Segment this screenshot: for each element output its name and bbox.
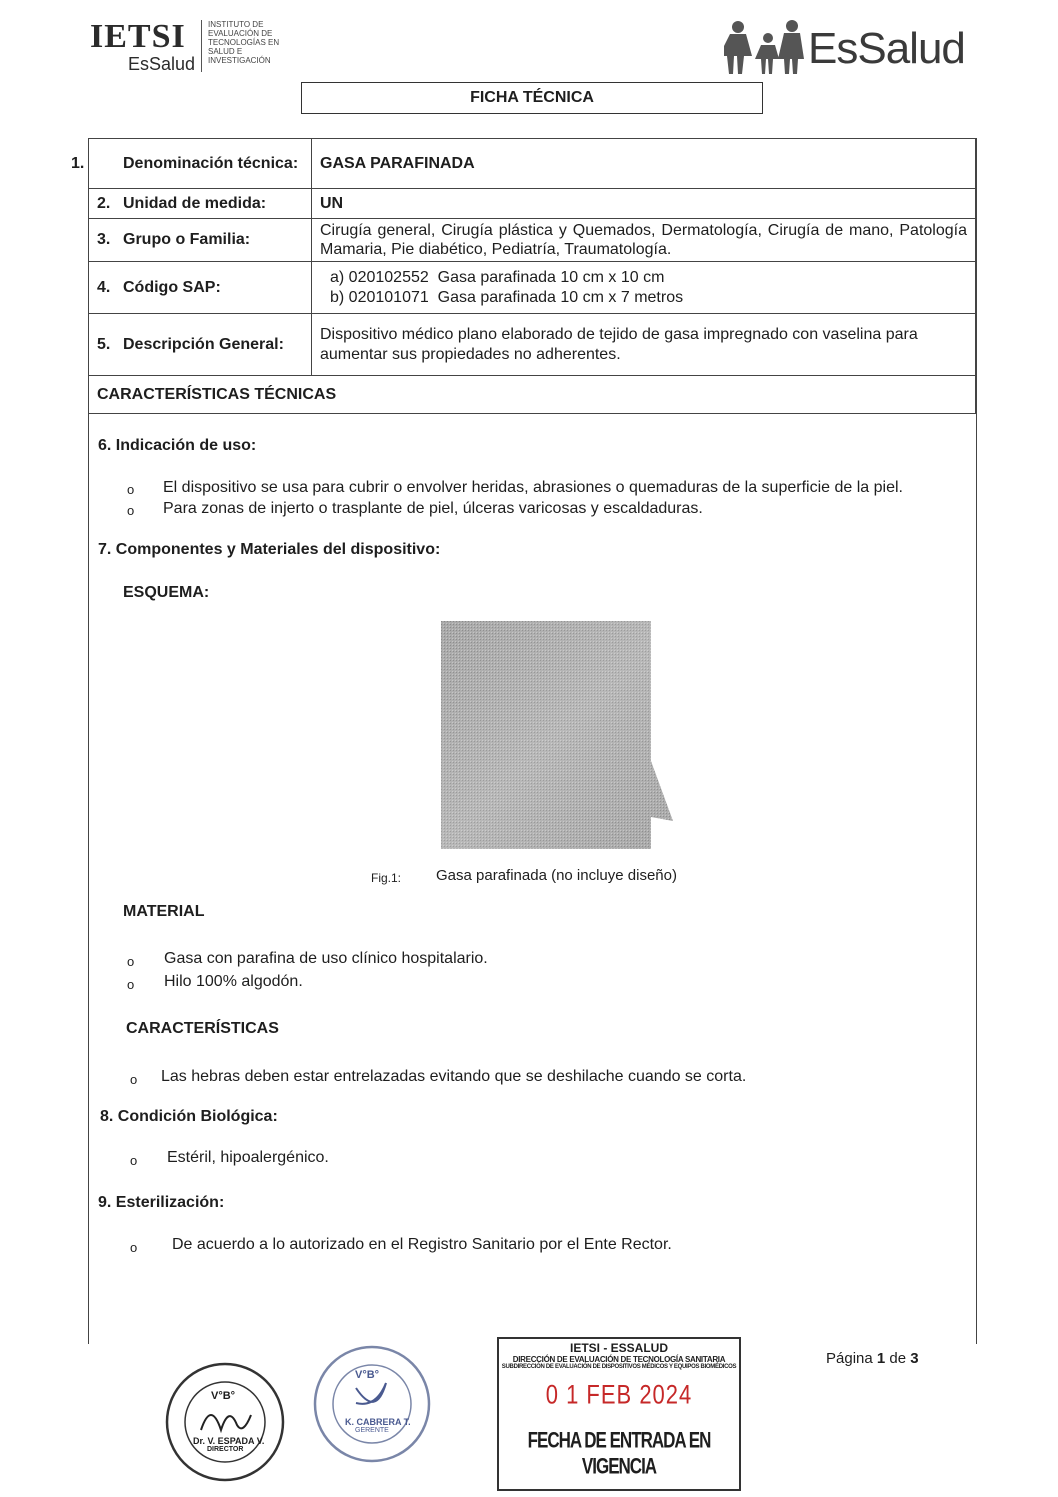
row-number: 4.: [97, 278, 111, 296]
bullet-icon: o: [127, 482, 135, 497]
effective-date-stamp: [497, 1337, 741, 1491]
table-row: [89, 189, 976, 219]
seal-name: K. CABRERA T.: [345, 1417, 411, 1427]
section-9-title: 9. Esterilización:: [98, 1194, 225, 1211]
essalud-logo-text: EsSalud: [808, 24, 965, 73]
row-label: [89, 262, 312, 314]
figure-caption: Gasa parafinada (no incluye diseño): [436, 867, 677, 884]
stamp-line: SUBDIRECCIÓN DE EVALUACIÓN DE DISPOSITIVOS MÉDICOS Y EQUIPOS BIOMÉDICOS: [501, 1364, 737, 1370]
figure-label: Fig.1:: [371, 871, 402, 885]
manager-seal: [311, 1343, 433, 1465]
director-seal: [163, 1360, 287, 1484]
page-prefix: Página: [826, 1350, 873, 1367]
seal-name: Dr. V. ESPADA V.: [193, 1436, 265, 1446]
section-6-title: 6. Indicación de uso:: [98, 437, 257, 454]
seal-graphic: [163, 1360, 287, 1484]
list-item: Gasa con parafina de uso clínico hospitalario.: [164, 950, 488, 967]
row-label-text: Descripción General:: [123, 335, 284, 353]
seal-role: DIRECTOR: [207, 1446, 244, 1453]
sap-code-line: a) 020102552 Gasa parafinada 10 cm x 10 cm: [330, 268, 665, 286]
institute-line: EVALUACIÓN DE: [208, 29, 273, 38]
stamp-title: IETSI - ESSALUD: [569, 1341, 668, 1355]
row-value: UN: [312, 189, 976, 219]
list-item: Estéril, hipoalergénico.: [167, 1149, 329, 1166]
bullet-icon: o: [130, 1153, 138, 1168]
stamp-date: 0 1 FEB 2024: [545, 1379, 693, 1410]
institute-line: SALUD E: [208, 47, 243, 56]
table-row: [89, 219, 976, 262]
section-8-title: 8. Condición Biológica:: [100, 1108, 278, 1125]
seal-vb: V°B°: [355, 1369, 380, 1381]
table-row: [89, 262, 976, 314]
sap-code-line: b) 020101071 Gasa parafinada 10 cm x 7 metros: [330, 288, 684, 306]
institute-line: INSTITUTO DE: [208, 20, 264, 29]
stamp-footer: FECHA DE ENTRADA EN VIGENCIA: [527, 1428, 711, 1479]
institute-name: [208, 20, 308, 65]
bullet-icon: o: [130, 1240, 138, 1255]
logo-divider: [201, 20, 202, 72]
row-value: Cirugía general, Cirugía plástica y Quemados, Dermatología, Cirugía de mano, Patología Mamaria, Pie diabético, Pediatría, Traumatología.: [312, 219, 976, 262]
ietsi-logo-sub: EsSalud: [128, 54, 196, 74]
row-label: [89, 314, 312, 376]
ietsi-logo-text: IETSI: [90, 18, 186, 55]
section-7-title: 7. Componentes y Materiales del dispositivo:: [98, 541, 441, 558]
row-number: 1.: [71, 154, 85, 172]
institute-line: INVESTIGACIÓN: [208, 56, 271, 65]
page-current: 1: [876, 1350, 886, 1367]
bullet-icon: o: [127, 503, 135, 518]
list-item: El dispositivo se usa para cubrir o envolver heridas, abrasiones o quemaduras de la superficie de la piel.: [163, 479, 903, 496]
table-row: [89, 376, 976, 414]
page-total: 3: [910, 1350, 919, 1367]
row-label-text: Código SAP:: [123, 278, 221, 296]
list-item: Las hebras deben estar entrelazadas evitando que se deshilache cuando se corta.: [161, 1068, 747, 1085]
row-value: GASA PARAFINADA: [312, 139, 976, 189]
stamp-line: DIRECCIÓN DE EVALUACIÓN DE TECNOLOGÍA SANITARIA: [512, 1355, 726, 1364]
seal-graphic: [311, 1343, 433, 1465]
esquema-label: ESQUEMA:: [123, 584, 210, 601]
page-number: [826, 1350, 919, 1367]
row-value: Dispositivo médico plano elaborado de tejido de gasa impregnado con vaselina para aumentar sus propiedades no adherentes.: [312, 314, 976, 376]
row-number: 5.: [97, 335, 111, 353]
row-number: 2.: [97, 194, 111, 212]
caract-header: CARACTERÍSTICAS TÉCNICAS: [89, 376, 976, 414]
seal-role: GERENTE: [355, 1427, 389, 1434]
bullet-icon: o: [127, 977, 135, 992]
essalud-logo: [724, 18, 974, 76]
row-value: [312, 262, 976, 314]
ietsi-logo: [90, 18, 196, 75]
bullet-icon: o: [127, 954, 135, 969]
list-item: De acuerdo a lo autorizado en el Registro Sanitario por el Ente Rector.: [172, 1236, 672, 1253]
gauze-image: [441, 621, 681, 849]
row-label: [71, 139, 312, 189]
seal-vb: V°B°: [211, 1390, 236, 1402]
family-figures-icon: [724, 18, 810, 76]
row-number: 3.: [97, 231, 111, 248]
list-item: Para zonas de injerto o trasplante de piel, úlceras varicosas y escaldaduras.: [163, 500, 703, 517]
row-label-text: Unidad de medida:: [123, 194, 267, 212]
gauze-figure: [441, 621, 681, 849]
material-title: MATERIAL: [123, 903, 205, 920]
row-label: [89, 189, 312, 219]
caracteristicas-title: CARACTERÍSTICAS: [126, 1020, 279, 1037]
list-item: Hilo 100% algodón.: [164, 973, 303, 990]
institute-line: TECNOLOGÍAS EN: [208, 38, 280, 47]
bullet-icon: o: [130, 1072, 138, 1087]
table-row: [89, 314, 976, 376]
row-label: [89, 219, 312, 262]
spec-table: [71, 138, 976, 414]
table-row: [89, 139, 976, 189]
row-label-text: Denominación técnica:: [123, 154, 299, 172]
document-title: FICHA TÉCNICA: [301, 82, 763, 114]
page-sep: de: [889, 1350, 907, 1367]
row-label-text: Grupo o Familia:: [123, 231, 251, 248]
